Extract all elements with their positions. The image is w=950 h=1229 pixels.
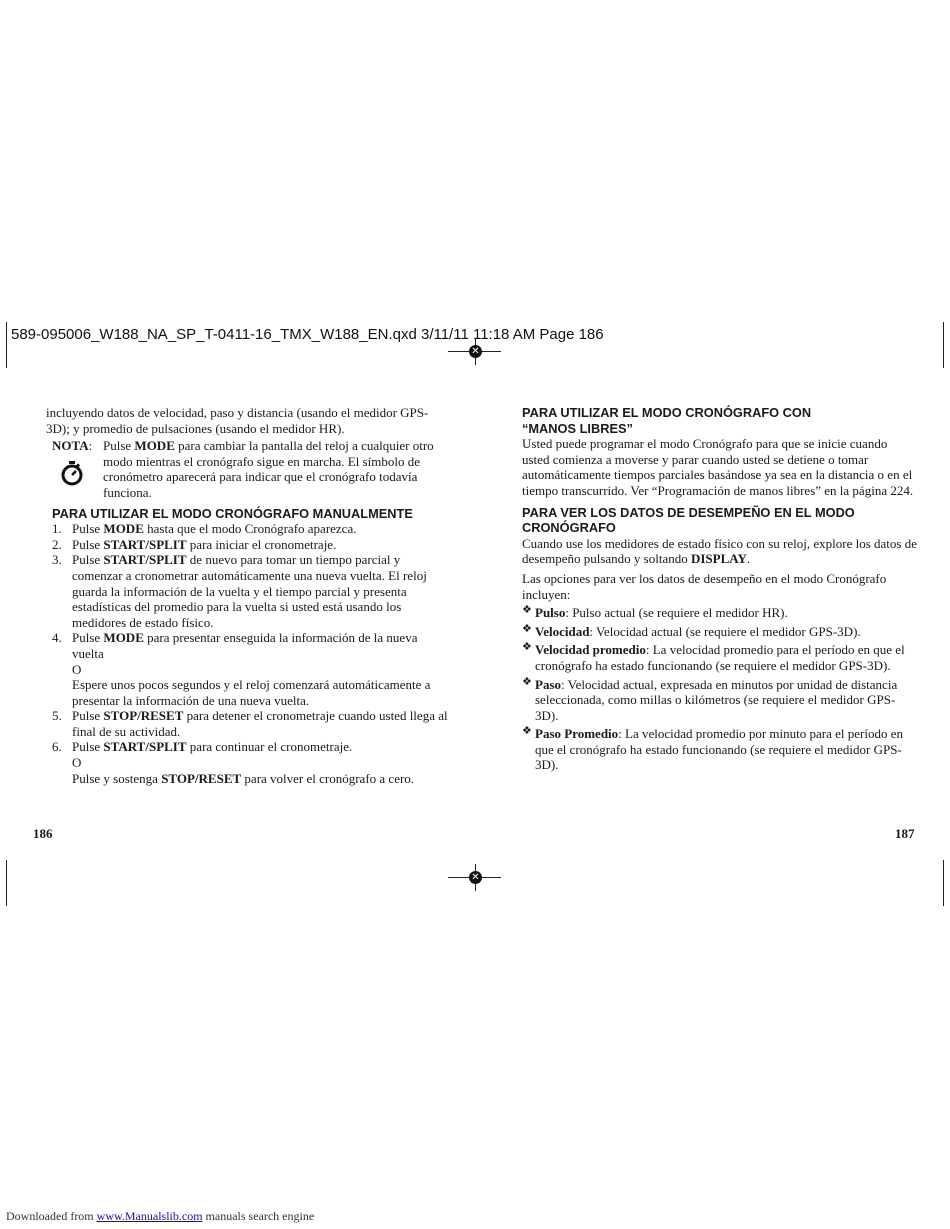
diamond-bullet-icon: ❖ <box>522 675 532 688</box>
note-label: NOTA: <box>52 438 93 454</box>
intro-paragraph: incluyendo datos de velocidad, paso y distancia (usando el medidor GPS-3D); y promedio de pulsaciones (usando el medidor HR). <box>46 405 429 436</box>
list-item: ❖ Velocidad: Velocidad actual (se requiere el medidor GPS-3D). <box>522 622 861 639</box>
list-item: 2. Pulse START/SPLIT para iniciar el cronometraje. <box>52 536 337 552</box>
page-number-right: 187 <box>895 826 915 841</box>
diamond-bullet-icon: ❖ <box>522 604 532 617</box>
steps-list <box>52 521 451 786</box>
list-item: 3. Pulse START/SPLIT de nuevo para tomar un tiempo parcial y comenzar a cronometrar automáticamente una nueva vuelta. El reloj guarda la información de la vuelta y el tiempo parcial y presenta estadísticas del promedio para la vuelta si usted está usando los medidores de estado físico. <box>52 552 427 630</box>
diamond-bullet-icon: ❖ <box>522 725 532 738</box>
list-item: ❖ Velocidad promedio: La velocidad promedio para el período en que el cronógrafo ha estado funcionando (se requiere el medidor GPS-3D). <box>522 641 905 673</box>
hands-free-paragraph: Usted puede programar el modo Cronógrafo para que se inicie cuando usted comienza a moverse y parar cuando usted se detiene o tomar automáticamente tiempos parciales basándose ya sea en la distancia o en el tiempo transcurrido. Ver “Programación de manos libres” en la página 224. <box>522 436 914 498</box>
crop-mark-top-right <box>943 322 944 368</box>
list-item: ❖ Paso: Velocidad actual, expresada en minutos por unidad de distancia seleccionada, como millas o kilómetros (se requiere el medidor GPS-3D). <box>522 675 898 723</box>
page-number-left: 186 <box>33 826 53 841</box>
list-item: 6. Pulse START/SPLIT para continuar el cronometraje. O Pulse y sostenga STOP/RESET para volver el cronógrafo a cero. <box>52 739 415 786</box>
manualslib-link[interactable]: www.Manualslib.com <box>96 1209 203 1223</box>
list-item: ❖ Pulso: Pulso actual (se requiere el medidor HR). <box>522 604 788 621</box>
list-item: 5. Pulse STOP/RESET para detener el cronometraje cuando usted llega al final de su actividad. <box>52 708 448 739</box>
section-heading-hands-free: PARA UTILIZAR EL MODO CRONÓGRAFO CON “MANOS LIBRES” <box>522 405 812 436</box>
diamond-bullet-icon: ❖ <box>522 641 532 654</box>
crop-mark-bottom-left <box>6 860 7 906</box>
list-item: 1. Pulse MODE hasta que el modo Cronógrafo aparezca. <box>52 521 357 537</box>
stopwatch-icon <box>60 460 84 490</box>
right-page-column <box>522 405 917 776</box>
note-block <box>52 438 451 500</box>
print-slug: 589-095006_W188_NA_SP_T-0411-16_TMX_W188_EN.qxd 3/11/11 11:18 AM Page 186 <box>11 326 604 343</box>
diamond-bullet-icon: ❖ <box>522 622 532 635</box>
crosshair-registration-icon: ✕ <box>469 871 482 884</box>
crosshair-registration-icon: ✕ <box>469 345 482 358</box>
crop-mark-bottom-right <box>943 860 944 906</box>
list-item: 4. Pulse MODE para presentar enseguida la información de la nueva vuelta O Espere unos pocos segundos y el reloj comenzará automáticamente a presentar la información de una nueva vuelta. <box>52 630 431 708</box>
list-item: ❖ Paso Promedio: La velocidad promedio por minuto para el período en que el cronógrafo ha estado funcionando (se requiere el medidor GPS-3D). <box>522 725 903 773</box>
left-page-column <box>46 405 451 786</box>
section-heading-performance: PARA VER LOS DATOS DE DESEMPEÑO EN EL MODO CRONÓGRAFO <box>522 504 855 536</box>
options-paragraph: Las opciones para ver los datos de desempeño en el modo Cronógrafo incluyen: <box>522 570 887 602</box>
performance-paragraph: Cuando use los medidores de estado físico con su reloj, explore los datos de desempeño pulsando y soltando DISPLAY. <box>522 535 917 567</box>
options-list <box>522 605 917 773</box>
section-heading-manual: PARA UTILIZAR EL MODO CRONÓGRAFO MANUALMENTE <box>52 505 413 521</box>
note-text: Pulse MODE para cambiar la pantalla del reloj a cualquier otro modo mientras el cronógrafo sigue en marcha. El símbolo de cronómetro aparecerá para indicar que el cronógrafo todavía funciona. <box>103 438 434 500</box>
crop-mark-top-left <box>6 322 7 368</box>
download-footer: Downloaded from www.Manualslib.com manuals search engine <box>6 1209 315 1223</box>
